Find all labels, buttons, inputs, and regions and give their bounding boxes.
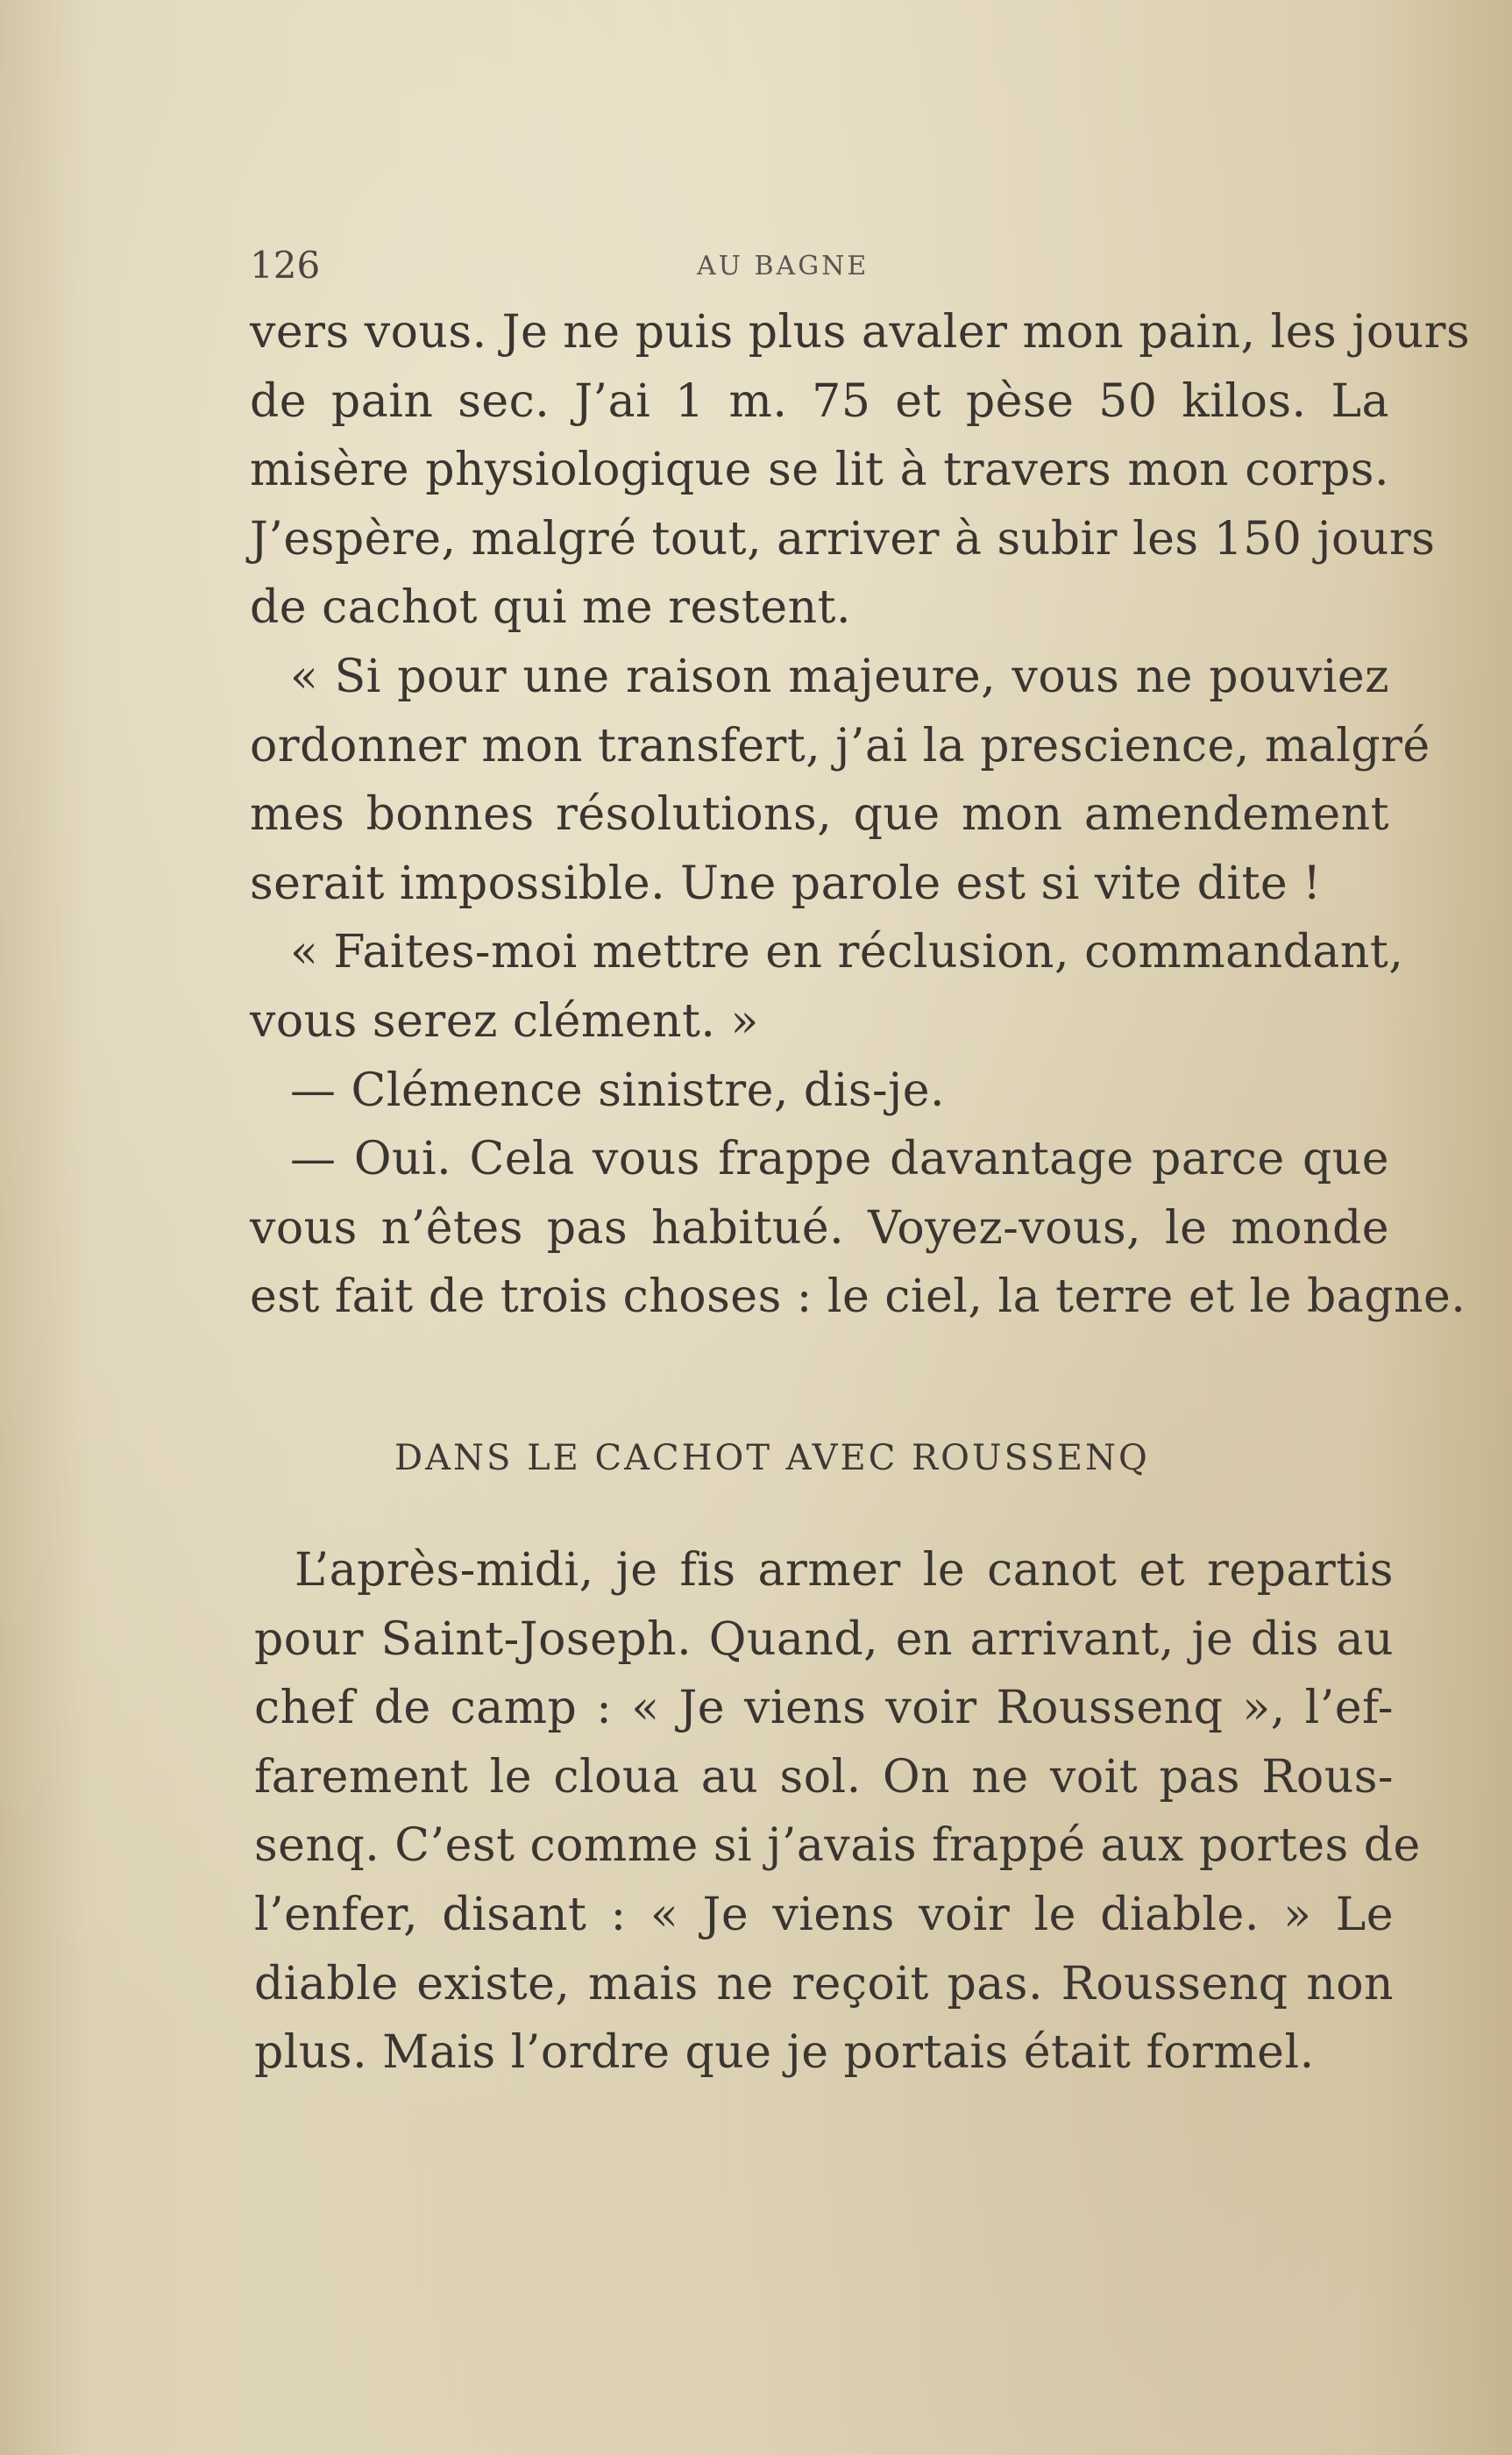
text-line: pour Saint-Joseph. Quand, en arrivant, je dis au [254,1612,1394,1666]
text-line: « Faites-moi mettre en réclusion, commandant, [290,926,1404,979]
text-line: mes bonnes résolutions, que mon amendement [250,788,1389,842]
text-line: plus. Mais l’ordre que je portais était formel. [254,2026,1315,2080]
text-line: — Clémence sinistre, dis-je. [290,1064,946,1117]
text-line: misère physiologique se lit à travers mon corps. [250,444,1389,497]
text-line: L’après-midi, je fis armer le canot et repartis [295,1544,1394,1597]
text-line: senq. C’est comme si j’avais frappé aux portes de [254,1819,1421,1873]
section-text [254,1536,1421,2088]
text-line: de pain sec. J’ai 1 m. 75 et pèse 50 kilos. La [250,374,1389,428]
text-line: farement le cloua au sol. On ne voit pas Rous- [254,1750,1394,1804]
text-line: de cachot qui me restent. [250,581,852,635]
text-line: vous n’êtes pas habitué. Voyez-vous, le monde [250,1201,1389,1255]
running-title: AU BAGNE [697,251,870,281]
text-line: vers vous. Je ne puis plus avaler mon pain, les jours [250,306,1471,359]
section-heading: DANS LE CACHOT AVEC ROUSSENQ [394,1438,1150,1478]
text-line: diable existe, mais ne reçoit pas. Roussenq non [254,1957,1394,2010]
text-line: ordonner mon transfert, j’ai la prescience, malgré [250,719,1430,772]
text-line: J’espère, malgré tout, arriver à subir les 150 jours [250,512,1436,566]
running-head [250,244,1337,288]
text-line: serait impossible. Une parole est si vite dite ! [250,857,1322,910]
body-text [250,298,1471,1332]
text-line: est fait de trois choses : le ciel, la terre et le bagne. [250,1270,1466,1324]
text-line: chef de camp : « Je viens voir Roussenq », l’ef- [254,1682,1394,1735]
text-line: « Si pour une raison majeure, vous ne pouviez [290,650,1389,703]
page-number: 126 [250,244,321,287]
text-line: — Oui. Cela vous frappe davantage parce que [290,1133,1389,1186]
text-line: l’enfer, disant : « Je viens voir le diable. » Le [254,1888,1394,1941]
text-line: vous serez clément. » [250,994,759,1048]
